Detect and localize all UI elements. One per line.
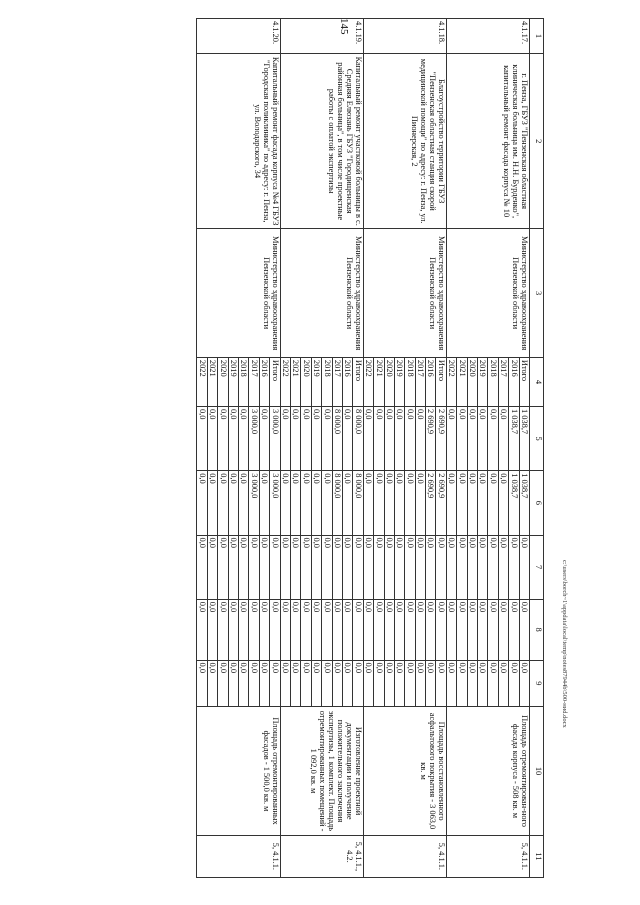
links-cell: 5, 4.1.1. [446, 835, 529, 877]
links-cell: 5, 4.1.1., 4.2. [280, 835, 363, 877]
value-cell: 0,0 [467, 535, 477, 599]
value-cell: 0,0 [478, 406, 488, 470]
year-cell: 2022 [280, 357, 290, 406]
value-cell: 0,0 [488, 599, 498, 660]
header-cell: 4 [530, 357, 544, 406]
value-cell: 0,0 [457, 599, 467, 660]
value-cell: 0,0 [270, 660, 280, 707]
value-cell: 0,0 [415, 599, 425, 660]
year-cell: Итого [436, 357, 446, 406]
value-cell: 0,0 [478, 660, 488, 707]
value-cell: 0,0 [353, 535, 363, 599]
value-cell: 0,0 [228, 599, 238, 660]
value-cell: 0,0 [426, 599, 436, 660]
value-cell: 0,0 [197, 406, 207, 470]
value-cell: 0,0 [519, 535, 529, 599]
value-cell: 0,0 [436, 599, 446, 660]
value-cell: 0,0 [384, 471, 394, 535]
value-cell: 3 000,0 [249, 406, 259, 470]
description-cell: Капитальный ремонт участковой больницы в с. Средняя Елюзань ГБУЗ "Городищенская районная больница", в том числе проектные работы с оплатой экспертизы [280, 54, 363, 229]
value-cell: 2 690,9 [436, 471, 446, 535]
executor-cell: Министерство здравоохранения Пензенской области [197, 229, 280, 358]
value-cell: 0,0 [374, 471, 384, 535]
value-cell: 0,0 [457, 471, 467, 535]
year-cell: 2019 [394, 357, 404, 406]
table-body [197, 19, 530, 878]
value-cell: 0,0 [488, 535, 498, 599]
header-cell: 2 [530, 54, 544, 229]
value-cell: 0,0 [270, 535, 280, 599]
value-cell: 0,0 [488, 471, 498, 535]
value-cell: 0,0 [405, 535, 415, 599]
value-cell: 0,0 [280, 599, 290, 660]
year-cell: 2020 [467, 357, 477, 406]
value-cell: 0,0 [332, 660, 342, 707]
year-cell: 2022 [363, 357, 373, 406]
value-cell: 0,0 [311, 406, 321, 470]
value-cell: 0,0 [301, 471, 311, 535]
year-cell: 2017 [249, 357, 259, 406]
value-cell: 0,0 [467, 406, 477, 470]
result-cell: Площадь отремонтирован-ного фасада корпуса - 508 кв. м [446, 707, 529, 836]
value-cell: 0,0 [239, 535, 249, 599]
year-cell: 2018 [322, 357, 332, 406]
value-cell: 0,0 [218, 599, 228, 660]
year-cell: Итого [270, 357, 280, 406]
value-cell: 8 000,0 [353, 471, 363, 535]
value-cell: 0,0 [280, 535, 290, 599]
value-cell: 0,0 [405, 599, 415, 660]
value-cell: 0,0 [311, 660, 321, 707]
value-cell: 0,0 [259, 406, 269, 470]
year-cell: 2017 [332, 357, 342, 406]
year-cell: 2022 [446, 357, 456, 406]
value-cell: 0,0 [363, 660, 373, 707]
value-cell: 0,0 [446, 406, 456, 470]
value-cell: 3 000,0 [249, 471, 259, 535]
value-cell: 3 000,0 [270, 406, 280, 470]
header-cell: 7 [530, 535, 544, 599]
year-cell: Итого [519, 357, 529, 406]
value-cell: 0,0 [457, 660, 467, 707]
value-cell: 0,0 [218, 471, 228, 535]
value-cell: 1 038,7 [509, 471, 519, 535]
year-cell: 2021 [291, 357, 301, 406]
value-cell: 0,0 [280, 660, 290, 707]
value-cell: 0,0 [249, 535, 259, 599]
description-cell: Капитальный ремонт фасада корпуса №4 ГБУЗ "Городская поликлиника" по адресу: г. Пенза, ул. Володарского, 34 [197, 54, 280, 229]
header-cell: 1 [530, 19, 544, 54]
value-cell: 0,0 [228, 406, 238, 470]
value-cell: 0,0 [467, 471, 477, 535]
value-cell: 2 690,9 [426, 406, 436, 470]
year-cell: 2020 [301, 357, 311, 406]
result-cell: Площадь восстановленного асфальтового покрытия - 3 063,0 кв. м [363, 707, 446, 836]
value-cell: 0,0 [509, 599, 519, 660]
value-cell: 0,0 [374, 660, 384, 707]
value-cell: 0,0 [332, 535, 342, 599]
value-cell: 0,0 [488, 406, 498, 470]
value-cell: 0,0 [218, 406, 228, 470]
value-cell: 0,0 [342, 471, 352, 535]
value-cell: 0,0 [322, 471, 332, 535]
header-cell: 6 [530, 471, 544, 535]
value-cell: 0,0 [394, 471, 404, 535]
value-cell: 0,0 [249, 660, 259, 707]
value-cell: 0,0 [498, 535, 508, 599]
page-number: 145 [338, 18, 350, 35]
links-cell: 5, 4.1.1. [197, 835, 280, 877]
result-cell: Изготовление проектной документации и получение положительного заключения экспертизы, 1 комплект. Площадь отремонтированных помещений - 1 092,0 кв. м [280, 707, 363, 836]
value-cell: 0,0 [363, 599, 373, 660]
value-cell: 0,0 [259, 599, 269, 660]
year-cell: 2017 [498, 357, 508, 406]
header-cell: 10 [530, 707, 544, 836]
value-cell: 0,0 [519, 599, 529, 660]
result-cell: Площадь отремонтированных фасадов - 1 500,0 кв. м [197, 707, 280, 836]
value-cell: 0,0 [384, 599, 394, 660]
value-cell: 0,0 [342, 599, 352, 660]
value-cell: 0,0 [394, 535, 404, 599]
executor-cell: Министерство здравоохранения Пензенской области [363, 229, 446, 358]
value-cell: 0,0 [478, 535, 488, 599]
year-cell: 2020 [218, 357, 228, 406]
value-cell: 0,0 [498, 660, 508, 707]
value-cell: 0,0 [394, 660, 404, 707]
value-cell: 0,0 [342, 660, 352, 707]
header-cell: 8 [530, 599, 544, 660]
year-cell: 2016 [259, 357, 269, 406]
value-cell: 0,0 [467, 660, 477, 707]
value-cell: 0,0 [207, 471, 217, 535]
footer-file-path: c:\users\borch~1\appdata\local\temp\notes87944b\500-ниd.docx [561, 560, 568, 728]
value-cell: 0,0 [363, 471, 373, 535]
table-row-main [353, 19, 363, 878]
value-cell: 0,0 [374, 535, 384, 599]
year-cell: 2020 [384, 357, 394, 406]
value-cell: 0,0 [301, 535, 311, 599]
value-cell: 0,0 [239, 471, 249, 535]
year-cell: 2022 [197, 357, 207, 406]
value-cell: 0,0 [291, 599, 301, 660]
value-cell: 0,0 [342, 535, 352, 599]
value-cell: 0,0 [291, 660, 301, 707]
row-number-cell: 4.1.18. [363, 19, 446, 54]
value-cell: 0,0 [207, 406, 217, 470]
year-cell: 2021 [457, 357, 467, 406]
year-cell: Итого [353, 357, 363, 406]
value-cell: 0,0 [197, 660, 207, 707]
year-cell: 2018 [239, 357, 249, 406]
value-cell: 0,0 [394, 406, 404, 470]
value-cell: 0,0 [498, 471, 508, 535]
value-cell: 0,0 [239, 406, 249, 470]
value-cell: 0,0 [332, 599, 342, 660]
value-cell: 0,0 [457, 535, 467, 599]
value-cell: 0,0 [415, 406, 425, 470]
value-cell: 0,0 [197, 599, 207, 660]
value-cell: 0,0 [415, 535, 425, 599]
year-cell: 2021 [374, 357, 384, 406]
description-cell: Благоустройство территории ГБУЗ "Пензенская областная станция скорой медицинской помощи" по адресу: г. Пенза, ул. Пионерская, 2 [363, 54, 446, 229]
value-cell: 0,0 [519, 660, 529, 707]
value-cell: 0,0 [239, 660, 249, 707]
value-cell: 0,0 [436, 660, 446, 707]
value-cell: 8 000,0 [353, 406, 363, 470]
value-cell: 0,0 [436, 535, 446, 599]
value-cell: 0,0 [342, 406, 352, 470]
value-cell: 0,0 [446, 599, 456, 660]
value-cell: 0,0 [498, 599, 508, 660]
value-cell: 0,0 [280, 406, 290, 470]
value-cell: 0,0 [197, 535, 207, 599]
value-cell: 0,0 [228, 660, 238, 707]
value-cell: 3 000,0 [270, 471, 280, 535]
value-cell: 0,0 [405, 660, 415, 707]
value-cell: 0,0 [207, 535, 217, 599]
header-cell: 3 [530, 229, 544, 358]
header-cell: 9 [530, 660, 544, 707]
value-cell: 0,0 [311, 535, 321, 599]
value-cell: 0,0 [384, 535, 394, 599]
year-cell: 2016 [342, 357, 352, 406]
value-cell: 0,0 [228, 535, 238, 599]
year-cell: 2019 [228, 357, 238, 406]
value-cell: 0,0 [363, 406, 373, 470]
value-cell: 0,0 [259, 471, 269, 535]
executor-cell: Министерство здравоохранения Пензенской области [280, 229, 363, 358]
executor-cell: Министерство здравоохранения Пензенской области [446, 229, 529, 358]
value-cell: 1 038,7 [509, 406, 519, 470]
value-cell: 0,0 [228, 471, 238, 535]
value-cell: 0,0 [384, 660, 394, 707]
program-table [197, 18, 545, 878]
value-cell: 0,0 [426, 535, 436, 599]
header-row [530, 19, 544, 878]
value-cell: 0,0 [446, 535, 456, 599]
value-cell: 0,0 [488, 660, 498, 707]
value-cell: 0,0 [478, 599, 488, 660]
value-cell: 2 690,9 [426, 471, 436, 535]
value-cell: 0,0 [301, 599, 311, 660]
value-cell: 0,0 [446, 660, 456, 707]
value-cell: 1 038,7 [519, 406, 529, 470]
value-cell: 0,0 [259, 535, 269, 599]
value-cell: 0,0 [239, 599, 249, 660]
year-cell: 2019 [478, 357, 488, 406]
value-cell: 0,0 [415, 660, 425, 707]
value-cell: 0,0 [301, 660, 311, 707]
year-cell: 2021 [207, 357, 217, 406]
value-cell: 0,0 [446, 471, 456, 535]
value-cell: 0,0 [322, 660, 332, 707]
value-cell: 0,0 [207, 660, 217, 707]
year-cell: 2016 [426, 357, 436, 406]
value-cell: 0,0 [280, 471, 290, 535]
value-cell: 0,0 [322, 406, 332, 470]
value-cell: 0,0 [249, 599, 259, 660]
year-cell: 2017 [415, 357, 425, 406]
table-row-main [270, 19, 280, 878]
header-cell: 11 [530, 835, 544, 877]
table-row-main [436, 19, 446, 878]
value-cell: 0,0 [322, 599, 332, 660]
value-cell: 8 000,0 [332, 406, 342, 470]
year-cell: 2016 [509, 357, 519, 406]
value-cell: 0,0 [259, 660, 269, 707]
value-cell: 0,0 [363, 535, 373, 599]
value-cell: 0,0 [218, 660, 228, 707]
value-cell: 2 690,9 [436, 406, 446, 470]
rotated-table-container [79, 18, 544, 878]
value-cell: 0,0 [311, 599, 321, 660]
value-cell: 0,0 [498, 406, 508, 470]
value-cell: 0,0 [467, 599, 477, 660]
header-cell: 5 [530, 406, 544, 470]
value-cell: 0,0 [478, 471, 488, 535]
value-cell: 0,0 [509, 660, 519, 707]
value-cell: 0,0 [291, 406, 301, 470]
row-number-cell: 4.1.17. [446, 19, 529, 54]
value-cell: 0,0 [426, 660, 436, 707]
value-cell: 0,0 [301, 406, 311, 470]
value-cell: 0,0 [311, 471, 321, 535]
value-cell: 0,0 [405, 471, 415, 535]
value-cell: 0,0 [291, 535, 301, 599]
value-cell: 8 000,0 [332, 471, 342, 535]
value-cell: 0,0 [218, 535, 228, 599]
value-cell: 0,0 [384, 406, 394, 470]
value-cell: 0,0 [207, 599, 217, 660]
value-cell: 0,0 [270, 599, 280, 660]
value-cell: 0,0 [394, 599, 404, 660]
links-cell: 5, 4.1.1. [363, 835, 446, 877]
value-cell: 0,0 [415, 471, 425, 535]
value-cell: 0,0 [291, 471, 301, 535]
value-cell: 0,0 [374, 406, 384, 470]
value-cell: 0,0 [353, 599, 363, 660]
year-cell: 2019 [311, 357, 321, 406]
value-cell: 0,0 [457, 406, 467, 470]
year-cell: 2018 [405, 357, 415, 406]
value-cell: 0,0 [322, 535, 332, 599]
value-cell: 0,0 [197, 471, 207, 535]
table-row-main [519, 19, 529, 878]
value-cell: 0,0 [509, 535, 519, 599]
row-number-cell: 4.1.20. [197, 19, 280, 54]
row-number-cell: 4.1.19. [280, 19, 363, 54]
year-cell: 2018 [488, 357, 498, 406]
description-cell: г. Пенза, ГБУЗ "Пензенская областная клиническая больница им. Н.Н. Бурденко", капитальный ремонт фасада корпуса № 10 [446, 54, 529, 229]
value-cell: 0,0 [405, 406, 415, 470]
value-cell: 1 038,7 [519, 471, 529, 535]
value-cell: 0,0 [353, 660, 363, 707]
value-cell: 0,0 [374, 599, 384, 660]
